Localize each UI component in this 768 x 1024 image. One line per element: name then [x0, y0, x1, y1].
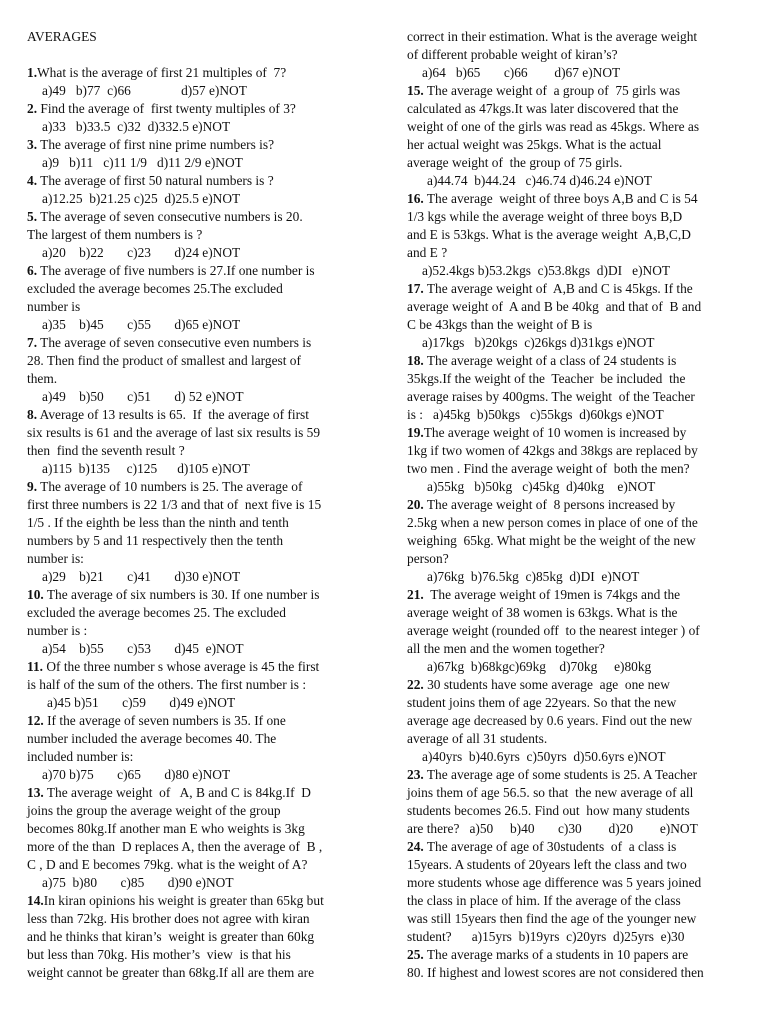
question-text-line [27, 928, 367, 946]
question-text-line [407, 154, 743, 172]
question-text: excluded the average becomes 25. The excluded [27, 605, 286, 620]
question-number: 25. [407, 947, 424, 962]
question-text-line [407, 28, 743, 46]
question-text-line [27, 532, 367, 550]
question-text: 1kg if two women of 42kgs and 38kgs are replaced by [407, 443, 698, 458]
question-text-line [27, 946, 367, 964]
question-text: The average weight of three boys A,B and C is 54 [423, 191, 698, 206]
question-text: 28. Then find the product of smallest and largest of [27, 353, 301, 368]
question-text: first three numbers is 22 1/3 and that of next five is 15 [27, 497, 322, 512]
answer-options: a)29 b)21 c)41 d)30 e)NOT [42, 569, 241, 584]
question-start-line [407, 424, 743, 442]
question-text: weighing 65kg. What might be the weight of the new [407, 533, 696, 548]
question-text: of different probable weight of kiran’s? [407, 47, 618, 62]
question-text: 30 students have some average age one new [423, 677, 670, 692]
question-text: less than 72kg. His brother does not agree with kiran [27, 911, 310, 926]
question-text-line [407, 388, 743, 406]
question-start-line [27, 262, 367, 280]
question-number: 7. [27, 335, 38, 350]
question-text-line [27, 550, 367, 568]
left-column [27, 28, 367, 982]
question-start-line [407, 946, 743, 964]
question-number: 1. [27, 65, 38, 80]
question-text: 15years. A students of 20years left the class and two [407, 857, 687, 872]
question-text: two men . Find the average weight of both the men? [407, 461, 690, 476]
question-start-line [27, 784, 367, 802]
question-text: Find the average of first twenty multiples of 3? [37, 101, 296, 116]
question-number: 16. [407, 191, 424, 206]
question-number: 5. [27, 209, 38, 224]
answer-options: a)49 b)50 c)51 d) 52 e)NOT [42, 389, 244, 404]
question-text: The average age of some students is 25. A Teacher [423, 767, 698, 782]
answer-options: a)17kgs b)20kgs c)26kgs d)31kgs e)NOT [422, 335, 655, 350]
question-text: 1/5 . If the eighth be less than the ninth and tenth [27, 515, 289, 530]
question-text-line [407, 730, 743, 748]
question-number: 18. [407, 353, 424, 368]
question-text-line [27, 820, 367, 838]
question-text: six results is 61 and the average of last six results is 59 [27, 425, 321, 440]
question-text-line [407, 892, 743, 910]
question-number: 21. [407, 587, 424, 602]
question-text-line [407, 550, 743, 568]
question-start-line [27, 478, 367, 496]
question-start-line [27, 658, 367, 676]
answer-options: a)35 b)45 c)55 d)65 e)NOT [42, 317, 241, 332]
question-number: 13. [27, 785, 44, 800]
question-text: The average of six numbers is 30. If one number is [43, 587, 320, 602]
question-text: The average weight of A, B and C is 84kg.If D [43, 785, 311, 800]
question-text: 1/3 kgs while the average weight of three boys B,D [407, 209, 683, 224]
question-number: 14. [27, 893, 44, 908]
question-text: her actual weight was 25kgs. What is the actual [407, 137, 662, 152]
question-text: becomes 80kg.If another man E who weights is 3kg [27, 821, 305, 836]
question-text: 80. If highest and lowest scores are not considered then [407, 965, 704, 980]
question-start-line [27, 892, 367, 910]
question-text-line [407, 442, 743, 460]
question-text: The average weight of a class of 24 students is [423, 353, 677, 368]
answer-options: a)64 b)65 c)66 d)67 e)NOT [422, 65, 621, 80]
question-text-line [407, 694, 743, 712]
question-text: number is : [27, 623, 88, 638]
question-start-line [27, 334, 367, 352]
question-text: the class in place of him. If the average of the class [407, 893, 681, 908]
question-start-line [27, 100, 367, 118]
question-number: 19. [407, 425, 424, 440]
question-text-line [27, 514, 367, 532]
question-text: students becomes 26.5. Find out how many students [407, 803, 690, 818]
question-number: 2. [27, 101, 38, 116]
question-text: average weight of 38 women is 63kgs. What is the [407, 605, 678, 620]
answer-options-line [407, 568, 743, 586]
question-text: The average weight of 19men is 74kgs and the [423, 587, 681, 602]
question-text-line [407, 928, 743, 946]
question-text: The average weight of A,B and C is 45kgs. If the [423, 281, 693, 296]
answer-options-line [27, 118, 367, 136]
question-text-line [407, 460, 743, 478]
question-text: all the men and the women together? [407, 641, 605, 656]
answer-options: a)45 b)51 c)59 d)49 e)NOT [47, 695, 236, 710]
question-text-line [407, 514, 743, 532]
question-number: 20. [407, 497, 424, 512]
answer-options: a)70 b)75 c)65 d)80 e)NOT [42, 767, 231, 782]
question-number: 3. [27, 137, 38, 152]
question-text: Of the three number s whose average is 45 the first [43, 659, 320, 674]
answer-options: a)40yrs b)40.6yrs c)50yrs d)50.6yrs e)NOT [422, 749, 666, 764]
answer-options: a)75 b)80 c)85 d)90 e)NOT [42, 875, 234, 890]
question-text: and he thinks that kiran’s weight is greater than 60kg [27, 929, 315, 944]
question-text: average weight of the group of 75 girls. [407, 155, 623, 170]
answer-options: a)20 b)22 c)23 d)24 e)NOT [42, 245, 241, 260]
question-text: number is: [27, 551, 84, 566]
answer-options-line [27, 460, 367, 478]
question-text: C , D and E becomes 79kg. what is the weight of A? [27, 857, 308, 872]
question-text: and E ? [407, 245, 448, 260]
question-text: numbers by 5 and 11 respectively then the tenth [27, 533, 284, 548]
question-text: The average weight of 10 women is increased by [423, 425, 687, 440]
answer-options-line [407, 64, 743, 82]
answer-options-line [27, 640, 367, 658]
question-start-line [407, 838, 743, 856]
question-text-line [407, 118, 743, 136]
question-start-line [407, 280, 743, 298]
question-text-line [27, 352, 367, 370]
answer-options-line [27, 244, 367, 262]
question-text: excluded the average becomes 25.The excluded [27, 281, 283, 296]
question-text-line [27, 730, 367, 748]
right-column-lines [407, 28, 743, 982]
question-text-line [407, 298, 743, 316]
question-text-line [407, 622, 743, 640]
question-text: average weight (rounded off to the nearest integer ) of [407, 623, 700, 638]
question-text-line [407, 136, 743, 154]
question-text: person? [407, 551, 449, 566]
answer-options-line [27, 766, 367, 784]
answer-options: a)9 b)11 c)11 1/9 d)11 2/9 e)NOT [42, 155, 243, 170]
question-text: number included the average becomes 40. The [27, 731, 277, 746]
question-text-line [27, 964, 367, 982]
question-text: The average of first nine prime numbers is? [37, 137, 275, 152]
question-text: Average of 13 results is 65. If the average of first [37, 407, 309, 422]
question-number: 23. [407, 767, 424, 782]
question-start-line [407, 586, 743, 604]
answer-options-line [407, 748, 743, 766]
page-heading: AVERAGES [27, 29, 97, 44]
question-start-line [407, 352, 743, 370]
question-text-line [407, 964, 743, 982]
question-text: is half of the sum of the others. The first number is : [27, 677, 307, 692]
question-text: The average of age of 30students of a class is [423, 839, 677, 854]
question-text-line [407, 712, 743, 730]
answer-options-line [407, 658, 743, 676]
left-column-lines [27, 64, 367, 982]
question-start-line [27, 406, 367, 424]
answer-options: a)33 b)33.5 c)32 d)332.5 e)NOT [42, 119, 231, 134]
question-text-line [407, 226, 743, 244]
answer-options: a)44.74 b)44.24 c)46.74 d)46.24 e)NOT [427, 173, 652, 188]
question-text: The average weight of 8 persons increased by [423, 497, 676, 512]
question-text: but less than 70kg. His mother’s view is that his [27, 947, 291, 962]
answer-options: a)55kg b)50kg c)45kg d)40kg e)NOT [427, 479, 656, 494]
answer-options-line [27, 874, 367, 892]
question-text-line [27, 676, 367, 694]
answer-options-line [27, 694, 367, 712]
question-number: 10. [27, 587, 44, 602]
question-text-line [407, 46, 743, 64]
question-text-line [27, 496, 367, 514]
question-text: them. [27, 371, 58, 386]
question-text-line [407, 820, 743, 838]
question-text: The average marks of a students in 10 papers are [423, 947, 689, 962]
answer-options-line [27, 568, 367, 586]
question-text: In kiran opinions his weight is greater than 65kg but [43, 893, 324, 908]
question-text: joins the group the average weight of the group [27, 803, 281, 818]
question-text: more of the than D replaces A, then the average of B , [27, 839, 323, 854]
answer-options: a)49 b)77 c)66 d)57 e)NOT [42, 83, 247, 98]
question-text: number is [27, 299, 81, 314]
answer-options: a)115 b)135 c)125 d)105 e)NOT [42, 461, 250, 476]
question-text: If the average of seven numbers is 35. If one [43, 713, 286, 728]
question-number: 4. [27, 173, 38, 188]
right-column [407, 28, 743, 982]
answer-options-line [27, 154, 367, 172]
question-text: was still 15years then find the age of the younger new [407, 911, 697, 926]
question-text-line [27, 748, 367, 766]
question-text-line [407, 316, 743, 334]
question-text-line [407, 640, 743, 658]
question-number: 8. [27, 407, 38, 422]
question-text-line [27, 370, 367, 388]
question-text-line [27, 442, 367, 460]
question-text: The average of seven consecutive even numbers is [37, 335, 312, 350]
answer-options-line [407, 262, 743, 280]
question-text: student? a)15yrs b)19yrs c)20yrs d)25yrs e)30 [407, 929, 685, 944]
answer-options: a)52.4kgs b)53.2kgs c)53.8kgs d)DI e)NOT [422, 263, 671, 278]
question-text-line [407, 802, 743, 820]
question-start-line [407, 496, 743, 514]
question-text-line [407, 406, 743, 424]
question-number: 12. [27, 713, 44, 728]
question-text: average age decreased by 0.6 years. Find out the new [407, 713, 693, 728]
question-text: C be 43kgs than the weight of B is [407, 317, 593, 332]
question-text: weight of one of the girls was read as 45kgs. Where as [407, 119, 700, 134]
question-text-line [407, 100, 743, 118]
question-number: 22. [407, 677, 424, 692]
question-text: joins them of age 56.5. so that the new average of all [407, 785, 694, 800]
question-start-line [27, 172, 367, 190]
question-text-line [407, 604, 743, 622]
question-text-line [27, 838, 367, 856]
question-text-line [407, 532, 743, 550]
question-text-line [27, 424, 367, 442]
question-text: The average of first 50 natural numbers is ? [37, 173, 274, 188]
question-start-line [27, 586, 367, 604]
question-text-line [407, 784, 743, 802]
question-number: 15. [407, 83, 424, 98]
answer-options: a)54 b)55 c)53 d)45 e)NOT [42, 641, 244, 656]
question-text-line [27, 298, 367, 316]
question-text: 35kgs.If the weight of the Teacher be included the [407, 371, 686, 386]
question-text: average raises by 400gms. The weight of the Teacher [407, 389, 695, 404]
question-text-line [407, 244, 743, 262]
question-text: 2.5kg when a new person comes in place of one of the [407, 515, 698, 530]
question-text: are there? a)50 b)40 c)30 d)20 e)NOT [407, 821, 698, 836]
question-text-line [27, 910, 367, 928]
answer-options-line [27, 388, 367, 406]
question-number: 24. [407, 839, 424, 854]
question-start-line [27, 136, 367, 154]
question-text-line [407, 910, 743, 928]
question-text: calculated as 47kgs.It was later discovered that the [407, 101, 679, 116]
question-text: is : a)45kg b)50kgs c)55kgs d)60kgs e)NOT [407, 407, 664, 422]
question-text: The largest of them numbers is ? [27, 227, 203, 242]
question-text-line [27, 280, 367, 298]
question-text-line [407, 208, 743, 226]
question-text: and E is 53kgs. What is the average weight A,B,C,D [407, 227, 691, 242]
answer-options-line [27, 316, 367, 334]
question-text: The average of seven consecutive numbers is 20. [37, 209, 303, 224]
question-text: The average of 10 numbers is 25. The average of [37, 479, 303, 494]
question-number: 6. [27, 263, 38, 278]
answer-options-line [407, 478, 743, 496]
answer-options: a)67kg b)68kgc)69kg d)70kg e)80kg [427, 659, 652, 674]
question-text: weight cannot be greater than 68kg.If all are them are [27, 965, 315, 980]
question-number: 9. [27, 479, 38, 494]
question-start-line [407, 82, 743, 100]
question-text: average weight of A and B be 40kg and that of B and [407, 299, 702, 314]
question-text: What is the average of first 21 multiples of 7? [37, 65, 287, 80]
question-text-line [27, 802, 367, 820]
question-text: average of all 31 students. [407, 731, 548, 746]
question-text: then find the seventh result ? [27, 443, 185, 458]
question-text: more students whose age difference was 5 years joined [407, 875, 702, 890]
question-text-line [27, 856, 367, 874]
question-number: 17. [407, 281, 424, 296]
question-text-line [407, 856, 743, 874]
question-text-line [407, 370, 743, 388]
question-text-line [27, 226, 367, 244]
question-text: The average of five numbers is 27.If one number is [37, 263, 315, 278]
question-start-line [407, 676, 743, 694]
question-text-line [407, 874, 743, 892]
question-start-line [407, 766, 743, 784]
question-number: 11. [27, 659, 43, 674]
answer-options-line [27, 190, 367, 208]
question-text-line [27, 604, 367, 622]
question-start-line [27, 208, 367, 226]
question-start-line [407, 190, 743, 208]
answer-options: a)76kg b)76.5kg c)85kg d)DI e)NOT [427, 569, 640, 584]
question-start-line [27, 712, 367, 730]
question-text: The average weight of a group of 75 girls was [423, 83, 681, 98]
answer-options-line [407, 334, 743, 352]
answer-options-line [407, 172, 743, 190]
answer-options-line [27, 82, 367, 100]
answer-options: a)12.25 b)21.25 c)25 d)25.5 e)NOT [42, 191, 241, 206]
question-text-line [27, 622, 367, 640]
question-start-line [27, 64, 367, 82]
question-text: correct in their estimation. What is the average weight [407, 29, 698, 44]
question-text: included number is: [27, 749, 134, 764]
question-text: student joins them of age 22years. So that the new [407, 695, 677, 710]
